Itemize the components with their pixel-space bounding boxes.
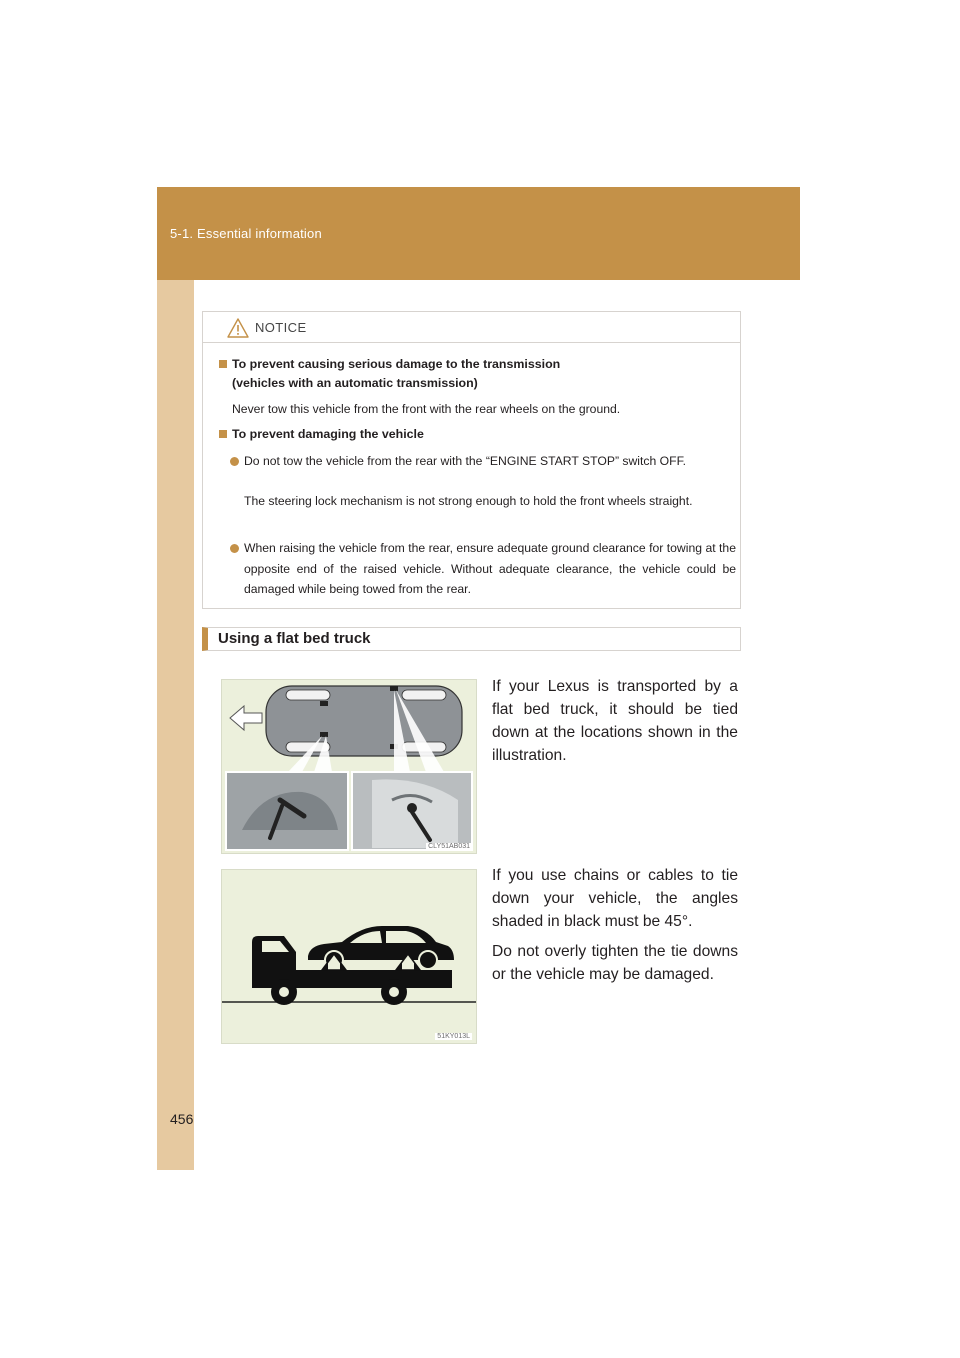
notice-bullet-switch-off: Do not tow the vehicle from the rear with the “ENGINE START STOP” switch OFF. bbox=[244, 454, 687, 468]
section-title: Using a flat bed truck bbox=[218, 630, 371, 647]
figure-code: CLY51AB031 bbox=[428, 843, 470, 850]
tie-down-diagram bbox=[222, 680, 476, 853]
tie-down-locations-illustration bbox=[221, 679, 477, 854]
square-bullet-icon bbox=[219, 360, 227, 368]
section-header: 5-1. Essential information bbox=[170, 226, 322, 241]
square-bullet-icon bbox=[219, 430, 227, 438]
round-bullet-icon bbox=[230, 457, 239, 466]
page-number: 456 bbox=[170, 1111, 194, 1127]
notice-bullet-steering-lock: The steering lock mechanism is not strong enough to hold the front wheels straight. bbox=[244, 494, 693, 508]
paragraph-chains-cables: If you use chains or cables to tie down your vehicle, the angles shaded in black must be 45°. bbox=[492, 867, 738, 930]
paragraph-tie-downs: Do not overly tighten the tie downs or the vehicle may be damaged. bbox=[492, 943, 738, 983]
notice-box bbox=[202, 311, 741, 609]
figure-code: 51KY013L bbox=[437, 1033, 470, 1040]
flat-bed-truck-diagram bbox=[222, 870, 476, 1043]
notice-heading-transmission-sub: (vehicles with an automatic transmission) bbox=[232, 376, 478, 390]
notice-heading-vehicle: To prevent damaging the vehicle bbox=[219, 425, 424, 444]
notice-heading-transmission: To prevent causing serious damage to the transmission bbox=[219, 355, 560, 374]
left-margin-band bbox=[157, 187, 194, 1170]
warning-triangle-icon bbox=[227, 318, 249, 338]
section-title-bar bbox=[202, 627, 741, 651]
notice-text-transmission: Never tow this vehicle from the front with the rear wheels on the ground. bbox=[232, 402, 621, 416]
round-bullet-icon bbox=[230, 544, 239, 553]
notice-bullet-ground-clearance: When raising the vehicle from the rear, ensure adequate ground clearance for towing at the opposite end of the raised vehicle. Without adequate clearance, the vehicle could be damaged while being towed from the rear. bbox=[244, 541, 736, 596]
flat-bed-truck-illustration bbox=[221, 869, 477, 1044]
notice-title: NOTICE bbox=[255, 320, 307, 335]
paragraph-flat-bed: If your Lexus is transported by a flat bed truck, it should be tied down at the locations shown in the illustration. bbox=[492, 678, 738, 764]
notice-header bbox=[203, 312, 740, 343]
